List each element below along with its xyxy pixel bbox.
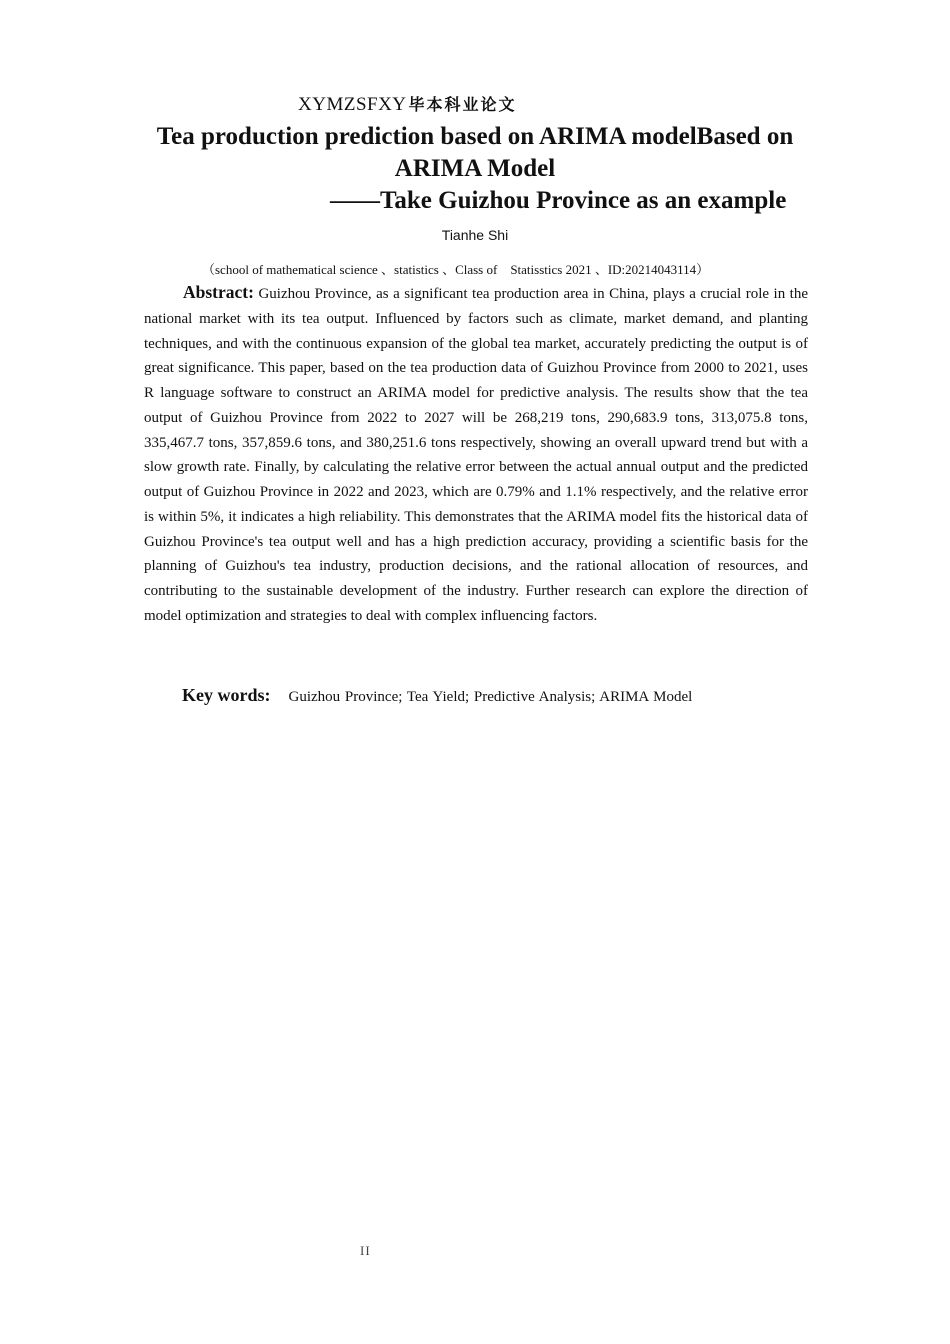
- header-code: XYMZSFXY: [298, 94, 407, 115]
- running-header: [298, 92, 517, 116]
- paper-title: Tea production prediction based on ARIMA modelBased on ARIMA Model: [156, 123, 794, 182]
- keywords-text: Guizhou Province; Tea Yield; Predictive Analysis; ARIMA Model: [288, 689, 693, 705]
- author-affiliation: （school of mathematical science 、statistics 、Class of Statisstics 2021 、ID:20214043114）: [202, 262, 710, 277]
- page-number: II: [360, 1243, 371, 1258]
- abstract-label: Abstract:: [183, 282, 254, 302]
- abstract-text: Guizhou Province, as a significant tea production area in China, plays a crucial role in the national market with its tea output. Influenced by factors such as climate, market demand, and planting techniques, and with the continuous expansion of the global tea market, accurately predicting the output is of great significance. This paper, based on the tea production data of Guizhou Province from 2000 to 2021, uses R language software to construct an ARIMA model for predictive analysis. The results show that the tea output of Guizhou Province from 2022 to 2027 will be 268,219 tons, 290,683.9 tons, 313,075.8 tons, 335,467.7 tons, 357,859.6 tons, and 380,251.6 tons respectively, showing an overall upward trend but with a slow growth rate. Finally, by calculating the relative error between the actual annual output and the predicted output of Guizhou Province in 2022 and 2023, which are 0.79% and 1.1% respectively, and the relative error is within 5%, it indicates a high reliability. This demonstrates that the ARIMA model fits the historical data of Guizhou Province's tea output well and has a high prediction accuracy, providing a scientific basis for the planning of Guizhou's tea industry, production decisions, and the rational allocation of resources, and contributing to the sustainable development of the industry. Further research can explore the direction of model optimization and strategies to deal with complex influencing factors.: [144, 286, 808, 624]
- paper-subtitle: ——Take Guizhou Province as an example: [330, 187, 787, 214]
- author-name: Tianhe Shi: [441, 227, 509, 243]
- abstract: [144, 280, 808, 629]
- keywords: [182, 685, 692, 706]
- header-label-cn: 毕本科业论文: [408, 95, 517, 114]
- keywords-label: Key words:: [182, 685, 271, 705]
